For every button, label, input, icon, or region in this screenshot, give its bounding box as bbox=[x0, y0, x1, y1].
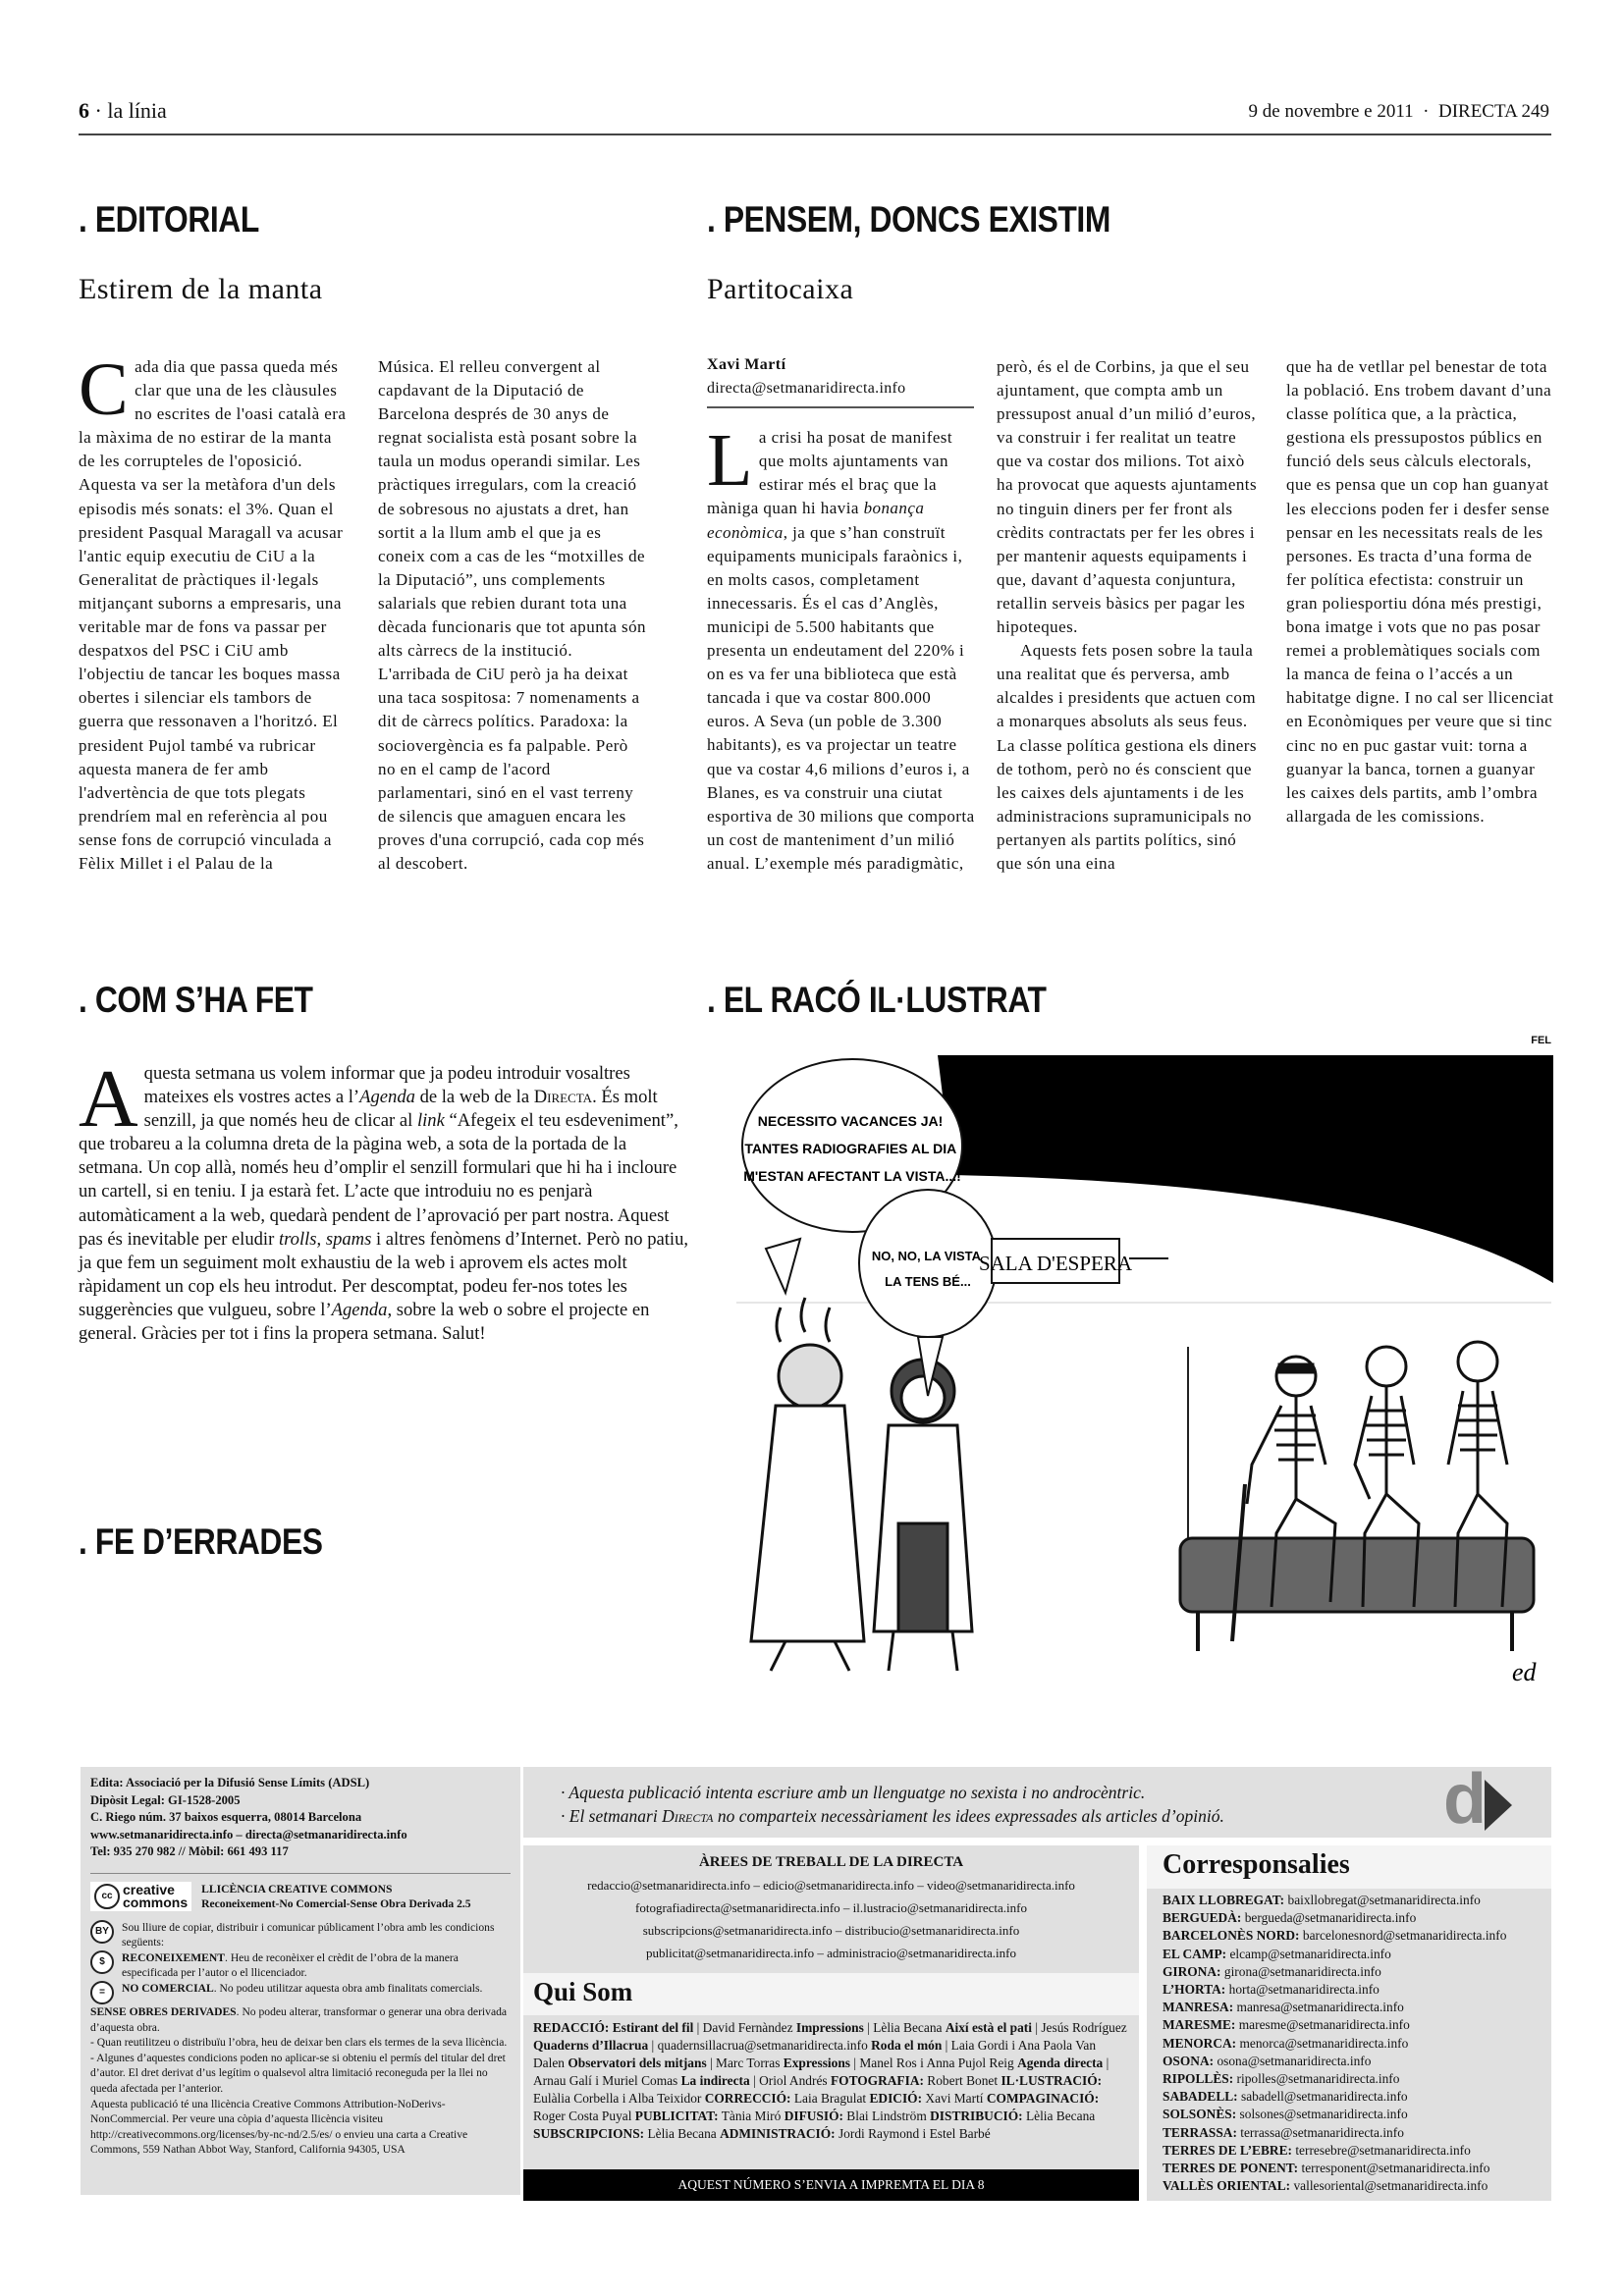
artist-signature-icon: ed bbox=[1512, 1658, 1537, 1686]
region-email[interactable]: sabadell@setmanaridirecta.info bbox=[1241, 2089, 1408, 2105]
work-areas-emails[interactable]: fotografiadirecta@setmanaridirecta.info – il.lustracio@setmanaridirecta.info bbox=[635, 1900, 1027, 1915]
region-email[interactable]: bergueda@setmanaridirecta.info bbox=[1244, 1910, 1417, 1926]
text-segment: a crisi ha posat de manifest que molts ajuntaments van estirar més el braç que la màniga quan hi havia bbox=[707, 428, 953, 518]
text-segment: Directa bbox=[533, 1087, 593, 1108]
publisher-line: Dipòsit Legal: GI-1528-2005 bbox=[90, 1792, 241, 1807]
page-header-right bbox=[1249, 101, 1549, 123]
by-icon: BY bbox=[90, 1920, 114, 1944]
text-segment: i altres fenòmens d’Internet. Però no patiu, ja que fem un seguiment molt exhaustiu de la web i aprovem els actes molt ràpidament un cop els heu introdut. Per descomptat, podeu fer-nos totes les suggerències que vulgueu, sobre l’ bbox=[79, 1228, 689, 1320]
corresponsalies-list bbox=[1147, 1889, 1551, 2201]
qui-som-header bbox=[523, 1973, 1139, 2015]
region-name: MENORCA: bbox=[1163, 2035, 1237, 2051]
text-segment: ADMINISTRACIÓ: bbox=[720, 2126, 836, 2141]
text-segment: La indirecta bbox=[680, 2073, 750, 2088]
bubble-1-text bbox=[743, 1113, 961, 1184]
cartoon-illustration bbox=[727, 1052, 1553, 1705]
corresponsalies-title: Corresponsalies bbox=[1163, 1849, 1350, 1880]
bubble-line: TANTES RADIOGRAFIES AL DIA bbox=[744, 1141, 956, 1156]
opinion-column-3 bbox=[1286, 355, 1556, 828]
region-email[interactable]: vallesoriental@setmanaridirecta.info bbox=[1293, 2178, 1488, 2194]
paragraph bbox=[378, 355, 648, 876]
region-email[interactable]: baixllobregat@setmanaridirecta.info bbox=[1287, 1893, 1481, 1907]
condition-noncommercial bbox=[122, 1981, 482, 1997]
region-email[interactable]: barcelonesnord@setmanaridirecta.info bbox=[1302, 1928, 1507, 1944]
text-segment: SUBSCRIPCIONS: bbox=[533, 2126, 645, 2141]
corresponsalia-item bbox=[1163, 2106, 1536, 2123]
text-segment: Laia Bragulat bbox=[790, 2091, 870, 2106]
text-segment: REDACCIÓ: Estirant del fil bbox=[533, 2020, 694, 2035]
text-segment: Lèlia Becana bbox=[1022, 2109, 1096, 2123]
header-separator: · bbox=[1423, 101, 1430, 122]
disclaimer-language: · Aquesta publicació intenta escriure amb un llenguatge no sexista i no androcèntric. bbox=[561, 1783, 1146, 1802]
opinion-column-2 bbox=[997, 355, 1257, 876]
text-segment: que ha de vetllar pel benestar de tota la població. Ens trobem davant d’una classe política que, a la pràctica, gestiona els pressupostos públics en funció dels seus càlculs electorals, que es pensa que un cop han guanyat les eleccions poden fer i desfer sense pensar en les necessitats reals de les persones. Es tracta d’una forma de fer política efectista: construir un gran poliesportiu dóna més prestigi, bona imatge i vots que no pas posar remei a problemàtiques socials com la manca de feina o l’accés a un habitatge digne. I no cal ser llicenciat en Econòmiques per veure que si tinc cinc no en puc gastar vuit: torna a guanyar la banca, tornen a guanyar les caixes dels partits, amb l’ombra allargada de les comissions. bbox=[1286, 357, 1554, 826]
condition-noderivs bbox=[90, 2004, 511, 2035]
text-segment: Tània Miró bbox=[718, 2109, 784, 2123]
text-segment: Xavi Martí bbox=[922, 2091, 987, 2106]
drop-cap: L bbox=[707, 419, 753, 503]
region-name: TERRASSA: bbox=[1163, 2124, 1237, 2140]
bubble-line: NECESSITO VACANCES JA! bbox=[757, 1113, 944, 1129]
text-segment: FOTOGRAFIA: bbox=[830, 2073, 924, 2088]
staff-list bbox=[533, 2020, 1127, 2141]
work-areas-emails[interactable]: publicitat@setmanaridirecta.info – administracio@setmanaridirecta.info bbox=[646, 1946, 1016, 1960]
text-segment: però, és el de Corbins, ja que el seu ajuntament, que compta amb un pressupost anual d’un milió d’euros, va construir i fer realitat un teatre que va costar dos milions. Tot això ha provocat que aquests ajuntaments no tinguin diners per fer front als crèdits contractats per fer les obres i per mantenir aquests equipaments i que, davant d’aquesta conjuntura, retallin serveis bàsics per pagar les hipoteques. bbox=[997, 357, 1258, 637]
text-segment: de la web de la bbox=[414, 1087, 534, 1108]
disclaimers bbox=[561, 1781, 1224, 1828]
logo-letter: d bbox=[1443, 1760, 1487, 1839]
text-segment: PUBLICITAT: bbox=[634, 2109, 719, 2123]
text-segment: Expressions bbox=[783, 2056, 850, 2070]
region-email[interactable]: manresa@setmanaridirecta.info bbox=[1236, 2000, 1404, 2015]
text-segment: Impressions bbox=[795, 2020, 864, 2035]
text-segment: RECONEIXEMENT bbox=[122, 1950, 226, 1964]
doctor-character bbox=[874, 1360, 972, 1671]
corresponsalia-item bbox=[1163, 1963, 1536, 1981]
logo-text: creative bbox=[123, 1882, 175, 1898]
non-commercial-icon: $ bbox=[90, 1950, 114, 1974]
text-segment: | Jesús Rodríguez bbox=[1031, 2020, 1127, 2035]
text-segment: no comparteix necessàriament les idees expressades als articles d’opinió. bbox=[713, 1806, 1224, 1826]
qui-som-title: Qui Som bbox=[533, 1977, 633, 2006]
speech-bubble-2 bbox=[859, 1190, 997, 1396]
text-segment: | Oriol Andrés bbox=[749, 2073, 831, 2088]
text-segment: ada dia que passa queda més clar que una de les clàusules no escrites de l'oasi català era la màxima de no estirar de la manta de les corrupteles de l'oposició. Aquesta va ser la metàfora d'un dels episodis més sonats: el 3%. Quan el president Pasqual Maragall va acusar l'antic equip executiu de CiU a la Generalitat de pràctiques il·legals mitjançant suborns a empresaris, una veritable mar de fons va passar per despatxos del PSC i CiU amb l'objectiu de tancar les boques massa obertes i silenciar els tambors de guerra que ressonaven a l'horitzó. El president Pujol també va rubricar aquesta manera de fer amb l'advertència de que tots plegats prendríem mal en referència al pou sense fons de corrupció vinculada a Fèlix Millet i el Palau de la bbox=[79, 357, 347, 873]
text-segment: questa setmana us volem informar que ja podeu introduir vosaltres mateixes els vostres actes a l’ bbox=[143, 1063, 630, 1108]
bubble-line: LA TENS BÉ... bbox=[885, 1274, 971, 1289]
text-segment: CORRECCIÓ: bbox=[704, 2091, 791, 2106]
region-name: VALLÈS ORIENTAL: bbox=[1163, 2178, 1291, 2194]
directa-logo-icon bbox=[1443, 1760, 1512, 1839]
corresponsalia-item bbox=[1163, 2177, 1536, 2195]
text-segment: . No podeu alterar, transformar o generar una obra derivada d’aquesta obra. bbox=[90, 2005, 508, 2034]
com-sha-fet-section-title: . COM S’HA FET bbox=[79, 980, 313, 1020]
disclaimer-opinion bbox=[561, 1804, 1224, 1828]
corresponsalia-item bbox=[1163, 1909, 1536, 1927]
author-email[interactable]: directa@setmanaridirecta.info bbox=[707, 380, 906, 398]
region-email[interactable]: terrassa@setmanaridirecta.info bbox=[1240, 2124, 1404, 2140]
text-segment: Música. El relleu convergent al capdavant de la Diputació de Barcelona després de 30 anys de regnat socialista està posant sobre la taula un modus operandi similar. Les pràctiques irregulars, com la creació de sobresous no ajustats a dret, han sortit a la llum amb el que ja es coneix com a cas de les “motxilles de la Diputació”, uns complements salarials que rebien durant tota una dècada funcionaris que tot apunta són alts càrrecs de la institució. L'arribada de CiU però ja ha deixat una taca sospitosa: 7 nomenaments a dit de càrrecs polítics. Paradoxa: la sociovergència es fa palpable. Però no en el camp de l'acord parlamentari, sinó en el vast terreny de silencis que amaguen encara les proves d'una corrupció, cada cop més al descobert. bbox=[378, 357, 646, 873]
work-areas-emails[interactable]: redaccio@setmanaridirecta.info – edicio@setmanaridirecta.info – video@setmanaridirecta.info bbox=[587, 1878, 1075, 1893]
corresponsalia-item bbox=[1163, 2035, 1536, 2053]
corresponsalia-item bbox=[1163, 1892, 1536, 1909]
work-areas-title: ÀREES DE TREBALL DE LA DIRECTA bbox=[698, 1854, 964, 1870]
opinion-column-1 bbox=[707, 353, 977, 876]
page-number: 6 bbox=[79, 98, 89, 123]
bubble-line: NO, NO, LA VISTA bbox=[871, 1249, 981, 1263]
region-name: RIPOLLÈS: bbox=[1163, 2071, 1234, 2087]
text-segment: bonança econòmica bbox=[707, 499, 925, 542]
no-derivatives-icon: = bbox=[90, 1981, 114, 2004]
license-header bbox=[90, 1882, 511, 1912]
publisher-line: Tel: 935 270 982 // Mòbil: 661 493 117 bbox=[90, 1844, 289, 1858]
print-notice-bar bbox=[523, 2169, 1139, 2201]
text-segment: , sobre la web o sobre el projecte en general. Gràcies per tot i fins la propera setmana. Salut! bbox=[79, 1299, 650, 1345]
opinion-headline: Partitocaixa bbox=[707, 273, 854, 305]
paragraph bbox=[1286, 355, 1556, 828]
text-segment: Robert Bonet bbox=[923, 2073, 1001, 2088]
license-intro: Sou lliure de copiar, distribuir i comunicar públicament l’obra amb les condicions següents: bbox=[122, 1920, 495, 1949]
corresponsalies-header bbox=[1147, 1845, 1551, 1889]
text-segment: IL·LUSTRACIÓ: bbox=[1001, 2073, 1103, 2088]
text-segment: “Afegeix el teu esdeveniment”, que trobareu a la columna dreta de la pàgina web, a sota de la portada de la setmana. Un cop allà, només heu d’omplir el senzill formulari que hi ha i incloure un cartell, si en teniu. I ja estarà fet. L’acte que introduiu no es penjarà automàticament a la web, quedarà pendent de l’aprovació per part nostra. Aquest pas és inevitable per eludir bbox=[79, 1110, 678, 1250]
text-segment: Eulàlia Corbella i Alba Teixidor bbox=[533, 2091, 705, 2106]
region-email[interactable]: terresebre@setmanaridirecta.info bbox=[1295, 2142, 1471, 2158]
text-segment: link bbox=[416, 1110, 445, 1132]
corresponsalia-item bbox=[1163, 2016, 1536, 2034]
page-header-left bbox=[79, 98, 167, 124]
section-name: · la línia bbox=[94, 98, 167, 123]
text-segment: | David Fernàndez bbox=[693, 2020, 796, 2035]
publisher-line[interactable]: www.setmanaridirecta.info – directa@setmanaridirecta.info bbox=[90, 1827, 407, 1842]
header-rule bbox=[79, 133, 1551, 135]
text-segment: Lèlia Becana bbox=[644, 2126, 721, 2141]
corresponsalia-item bbox=[1163, 1999, 1536, 2016]
region-name: GIRONA: bbox=[1163, 1963, 1221, 1979]
text-segment: trolls bbox=[278, 1228, 317, 1250]
text-segment: Agenda bbox=[359, 1087, 415, 1108]
text-segment: Agenda directa bbox=[1017, 2056, 1104, 2070]
work-areas-box bbox=[523, 1845, 1139, 1973]
publisher-info bbox=[90, 1775, 511, 1861]
region-email[interactable]: ripolles@setmanaridirecta.info bbox=[1236, 2071, 1400, 2087]
region-email[interactable]: horta@setmanaridirecta.info bbox=[1228, 1982, 1380, 1998]
text-segment: Així està el pati bbox=[945, 2020, 1032, 2035]
text-segment: , ja que s’han construït equipaments municipals faraònics i, en molts casos, completament innecessaris. És el cas d’Anglès, municipi de 5.500 habitants que presenta un endeutament del 220% i on es va fer una biblioteca que està tancada i que va costar 800.000 euros. A Seva (un poble de 3.300 habitants), es va projectar un teatre que va costar 4,6 milions d’euros i, a Blanes, es va construir una ciutat esportiva de 30 milions que comporta un cost de manteniment d’un milió anual. L’exemple més paradigmàtic, bbox=[707, 522, 975, 873]
text-segment: . Heu de reconèixer el crèdit de l’obra de la manera especificada per l’autor o el llicenciador. bbox=[122, 1950, 459, 1980]
region-name: TERRES DE PONENT: bbox=[1163, 2161, 1299, 2176]
creative-commons-logo-icon: cc creative commons bbox=[90, 1882, 191, 1911]
region-email[interactable]: solsones@setmanaridirecta.info bbox=[1239, 2107, 1408, 2122]
region-email[interactable]: menorca@setmanaridirecta.info bbox=[1239, 2035, 1409, 2051]
issue-date: 9 de novembre e 2011 bbox=[1248, 101, 1414, 122]
publisher-line: C. Riego núm. 37 baixos esquerra, 08014 Barcelona bbox=[90, 1810, 362, 1824]
corresponsalia-item bbox=[1163, 2160, 1536, 2177]
text-segment: EDICIÓ: bbox=[869, 2091, 923, 2106]
text-segment: | Manel Ros i Anna Pujol Reig bbox=[850, 2056, 1018, 2070]
corresponsalia-item bbox=[1163, 2142, 1536, 2160]
publisher-line: Edita: Associació per la Difusió Sense Límits (ADSL) bbox=[90, 1776, 370, 1789]
text-segment: COMPAGINACIÓ: bbox=[986, 2091, 1100, 2106]
region-name: MARESME: bbox=[1163, 2017, 1236, 2033]
text-segment: DIFUSIÓ: bbox=[784, 2109, 843, 2123]
bubble-line: M'ESTAN AFECTANT LA VISTA...! bbox=[743, 1168, 961, 1184]
corresponsalia-item bbox=[1163, 1981, 1536, 1999]
text-segment: Quaderns d’Illacrua bbox=[533, 2038, 649, 2053]
opinion-section-title: . PENSEM, DONCS EXISTIM bbox=[707, 199, 1110, 240]
author-name: Xavi Martí bbox=[707, 356, 786, 373]
editorial-section-title: . EDITORIAL bbox=[79, 199, 259, 240]
text-segment: NO COMERCIAL bbox=[122, 1982, 214, 1996]
drop-cap: A bbox=[79, 1053, 138, 1145]
text-segment: . És molt senzill, ja que només heu de clicar al bbox=[143, 1087, 658, 1132]
qui-som-body bbox=[523, 2015, 1139, 2169]
brand-name: Directa bbox=[662, 1806, 714, 1826]
publisher-box bbox=[81, 1767, 520, 2195]
fe-derrades-section-title: . FE D’ERRADES bbox=[79, 1522, 323, 1562]
region-name: SABADELL: bbox=[1163, 2089, 1238, 2105]
license-title: LLICÈNCIA CREATIVE COMMONS bbox=[201, 1882, 393, 1896]
corresponsalia-item bbox=[1163, 2124, 1536, 2142]
sign-text: SALA D'ESPERA bbox=[978, 1252, 1133, 1275]
editorial-column-2 bbox=[378, 355, 648, 876]
paragraph bbox=[997, 639, 1257, 876]
region-name: MANRESA: bbox=[1163, 2000, 1234, 2015]
text-segment: DISTRIBUCIÓ: bbox=[930, 2109, 1023, 2123]
region-email[interactable]: elcamp@setmanaridirecta.info bbox=[1229, 1946, 1391, 1961]
text-segment: Roger Costa Puyal bbox=[533, 2109, 635, 2123]
raco-section-title: . EL RACÓ IL·LUSTRAT bbox=[707, 980, 1047, 1020]
text-segment: spams bbox=[325, 1228, 372, 1250]
license-title-block bbox=[201, 1882, 470, 1912]
condition-attribution bbox=[122, 1950, 511, 1981]
editorial-headline: Estirem de la manta bbox=[79, 273, 323, 305]
text-segment: Aquests fets posen sobre la taula una realitat que és perversa, amb alcaldes i presidents que actuen com a monarques absoluts als seus feus. La classe política gestiona els diners de tothom, però no és conscient que les caixes dels ajuntaments i de les administracions supramunicipals no pertanyen als partits polítics, sinó que són una eina bbox=[997, 641, 1257, 873]
text-segment: | Lèlia Becana bbox=[863, 2020, 946, 2035]
paragraph bbox=[79, 1053, 692, 1346]
region-name: L’HORTA: bbox=[1163, 1982, 1226, 1998]
region-name: OSONA: bbox=[1163, 2053, 1215, 2068]
text-segment: Roda el món bbox=[871, 2038, 943, 2053]
region-email[interactable]: girona@setmanaridirecta.info bbox=[1223, 1963, 1381, 1979]
divider bbox=[90, 1873, 511, 1874]
license-conditions bbox=[90, 1920, 511, 2158]
waiting-room-sign bbox=[979, 1239, 1168, 1283]
region-name: BAIX LLOBREGAT: bbox=[1163, 1893, 1285, 1907]
paragraph bbox=[79, 348, 349, 876]
license-note: Aquesta publicació té una llicència Creative Commons Attribution-NoDerivs- NonCommercial. Per veure una còpia d’aquesta llicència visiteu http://creativecommons.org/licenses/by-nc-nd/2.5/es/ o envieu una carta a Creative Commons, 559 Nathan Abbot Way, Stanford, California 94305, USA bbox=[90, 2097, 468, 2157]
logo-text: commons bbox=[123, 1895, 189, 1911]
corresponsalia-item bbox=[1163, 2070, 1536, 2088]
text-segment: Jordi Raymond i Estel Barbé bbox=[835, 2126, 991, 2141]
print-notice: AQUEST NÚMERO S’ENVIA A IMPREMTA EL DIA 8 bbox=[677, 2177, 985, 2192]
text-segment: SENSE OBRES DERIVADES bbox=[90, 2005, 237, 2019]
license-note: - Quan reutilitzeu o distribuïu l’obra, heu de deixar ben clars els termes de la seva llicència. bbox=[90, 2036, 508, 2050]
text-segment: | Laia Gordi i Ana Paola Van Dalen bbox=[533, 2038, 1097, 2070]
text-segment: | Arnau Galí i Muriel Comas bbox=[533, 2056, 1109, 2088]
text-segment: Observatori dels mitjans bbox=[568, 2056, 707, 2070]
text-segment: Blai Lindström bbox=[842, 2109, 931, 2123]
region-name: TERRES DE L’EBRE: bbox=[1163, 2142, 1292, 2158]
paragraph bbox=[997, 355, 1257, 639]
disclaimer-box bbox=[523, 1760, 1551, 1839]
text-segment: Agenda bbox=[331, 1299, 388, 1320]
region-name: EL CAMP: bbox=[1163, 1946, 1227, 1961]
text-segment: | quadernsillacrua@setmanaridirecta.info bbox=[648, 2038, 872, 2053]
text-segment: · El setmanari bbox=[561, 1806, 663, 1826]
corresponsalia-item bbox=[1163, 1946, 1536, 1963]
license-note: - Algunes d’aquestes condicions poden no aplicar-se si obteniu el permís del titular del dret d’autor. El dret derivat d’us legítim o qualsevol altra limitació reconeguda per la llei no queda afectada per l’anterior. bbox=[90, 2051, 506, 2096]
com-sha-fet-body bbox=[79, 1053, 692, 1346]
corresponsalia-item bbox=[1163, 2053, 1536, 2070]
work-areas-emails[interactable]: subscripcions@setmanaridirecta.info – distribucio@setmanaridirecta.info bbox=[642, 1923, 1020, 1938]
region-name: BARCELONÈS NORD: bbox=[1163, 1928, 1300, 1944]
drop-cap: C bbox=[79, 348, 130, 431]
region-name: SOLSONÈS: bbox=[1163, 2107, 1237, 2122]
region-email[interactable]: terresponent@setmanaridirecta.info bbox=[1301, 2161, 1490, 2176]
text-segment: | Marc Torras bbox=[706, 2056, 784, 2070]
region-email[interactable]: maresme@setmanaridirecta.info bbox=[1238, 2017, 1410, 2033]
doctor-character bbox=[751, 1298, 864, 1671]
corresponsalia-item bbox=[1163, 1927, 1536, 1945]
text-segment: . No podeu utilitzar aquesta obra amb finalitats comercials. bbox=[213, 1982, 483, 1996]
region-email[interactable]: osona@setmanaridirecta.info bbox=[1217, 2053, 1372, 2068]
region-name: BERGUEDÀ: bbox=[1163, 1910, 1242, 1926]
text-segment: , bbox=[316, 1228, 326, 1250]
editorial-column-1 bbox=[79, 348, 349, 876]
issue-number: DIRECTA 249 bbox=[1437, 101, 1549, 122]
corresponsalia-item bbox=[1163, 2088, 1536, 2106]
license-name: Reconeixement-No Comercial-Sense Obra Derivada 2.5 bbox=[201, 1897, 471, 1911]
cartoon-credit: FEL bbox=[1531, 1035, 1551, 1046]
